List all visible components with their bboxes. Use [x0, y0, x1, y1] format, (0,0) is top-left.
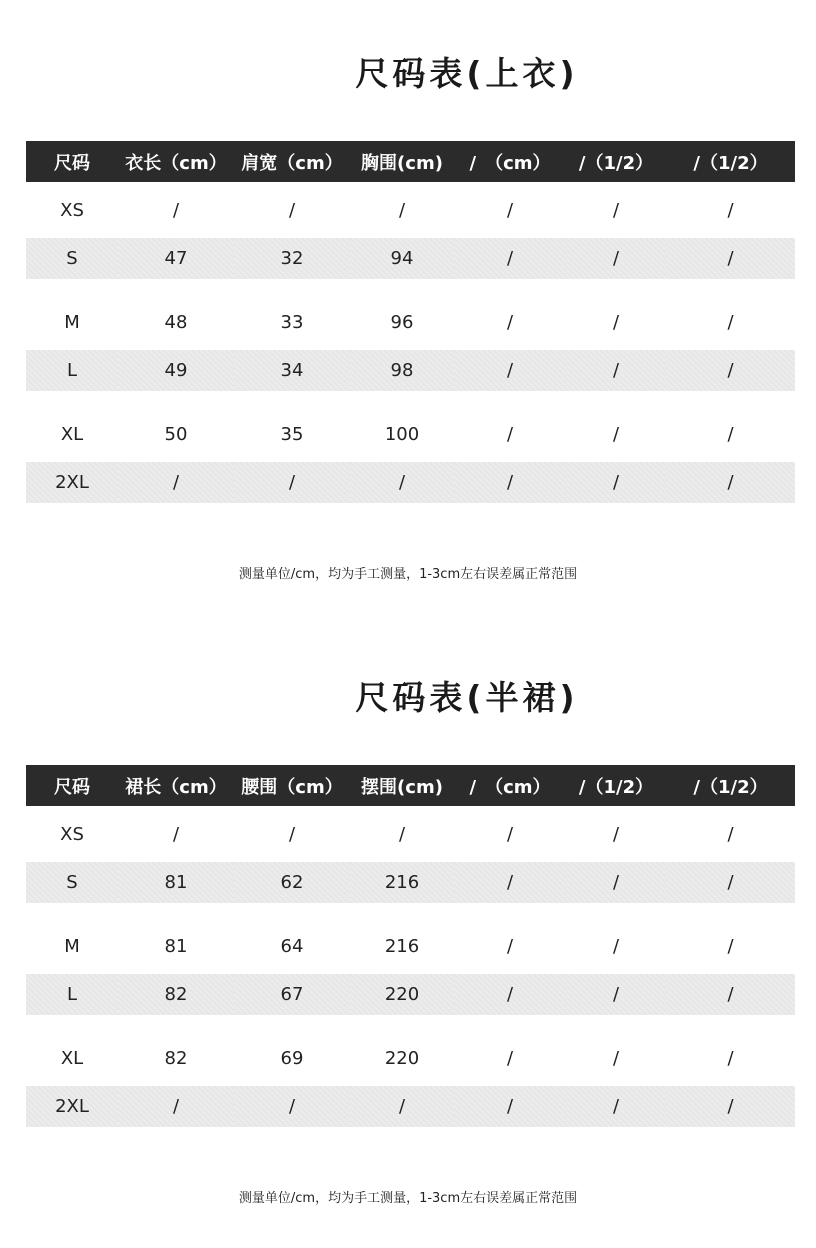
table-cell: 50	[164, 423, 188, 445]
table-cell: /	[506, 935, 514, 957]
table-cell: /	[454, 974, 566, 1015]
table-row	[26, 806, 795, 862]
row-spacer	[26, 391, 795, 406]
table-cell: M	[64, 935, 80, 957]
table-cell: 216	[350, 862, 454, 903]
table-cell: /	[666, 350, 795, 391]
table-cell: /	[172, 823, 180, 845]
table-cell: /	[666, 862, 795, 903]
table-cell: /	[454, 350, 566, 391]
table-cell: /	[612, 199, 620, 221]
table-cell: XL	[60, 1047, 84, 1069]
table-cell: /	[350, 462, 454, 503]
table-cell: /	[727, 423, 734, 445]
table-cell: /	[234, 462, 350, 503]
tops-header-cell: 肩宽（cm）	[234, 141, 350, 182]
table-cell: /	[727, 935, 734, 957]
table-cell: /	[612, 423, 620, 445]
table-cell: XS	[60, 823, 84, 845]
table-cell: 35	[280, 423, 304, 445]
table-cell: 49	[118, 350, 234, 391]
table-cell: /	[566, 1086, 666, 1127]
tops-size-table	[26, 141, 795, 503]
skirt-header-cell: /（1/2）	[566, 765, 666, 806]
table-cell: 69	[280, 1047, 304, 1069]
table-cell: /	[566, 462, 666, 503]
table-row	[26, 294, 795, 350]
table-cell: /	[288, 199, 296, 221]
table-cell: 33	[280, 311, 304, 333]
table-cell: /	[666, 974, 795, 1015]
table-cell: 82	[118, 974, 234, 1015]
table-cell: /	[506, 311, 514, 333]
table-cell: 81	[118, 862, 234, 903]
table-row	[26, 1086, 795, 1127]
skirt-measurement-note: 测量单位/cm，均为手工测量，1-3cm左右误差属正常范围	[238, 1191, 578, 1206]
table-cell: /	[566, 238, 666, 279]
table-cell: 100	[384, 423, 420, 445]
skirt-header-cell: 摆围(cm)	[350, 765, 454, 806]
table-cell: /	[118, 1086, 234, 1127]
tops-measurement-note: 测量单位/cm，均为手工测量，1-3cm左右误差属正常范围	[238, 567, 578, 582]
tops-header-cell: 衣长（cm）	[118, 141, 234, 182]
table-cell: /	[566, 974, 666, 1015]
table-cell: 94	[350, 238, 454, 279]
table-cell: 34	[234, 350, 350, 391]
table-row	[26, 1030, 795, 1086]
tops-header-cell: 胸围(cm)	[350, 141, 454, 182]
table-cell: S	[26, 238, 118, 279]
table-cell: /	[566, 350, 666, 391]
skirt-header-cell: / （cm）	[454, 765, 566, 806]
table-cell: 81	[164, 935, 188, 957]
tops-header-cell: /（1/2）	[666, 141, 795, 182]
table-cell: /	[566, 862, 666, 903]
spacer-cell	[26, 391, 795, 406]
table-cell: /	[454, 462, 566, 503]
table-cell: 67	[234, 974, 350, 1015]
table-cell: 62	[234, 862, 350, 903]
spacer-cell	[26, 903, 795, 918]
table-cell: /	[612, 311, 620, 333]
table-cell: /	[666, 462, 795, 503]
table-cell: XS	[60, 199, 84, 221]
table-cell: /	[454, 862, 566, 903]
table-cell: /	[612, 1047, 620, 1069]
table-cell: 2XL	[26, 1086, 118, 1127]
row-spacer	[26, 279, 795, 294]
table-cell: S	[26, 862, 118, 903]
table-cell: 2XL	[26, 462, 118, 503]
table-row	[26, 350, 795, 391]
tops-header-cell: 尺码	[26, 141, 118, 182]
table-cell: /	[506, 823, 514, 845]
table-row	[26, 862, 795, 903]
table-cell: /	[172, 199, 180, 221]
skirt-header-row	[26, 765, 795, 806]
table-cell: 220	[384, 1047, 420, 1069]
table-row	[26, 462, 795, 503]
tops-header-cell: / （cm）	[454, 141, 566, 182]
table-cell: /	[666, 1086, 795, 1127]
spacer-cell	[26, 279, 795, 294]
tops-header-row	[26, 141, 795, 182]
table-cell: /	[727, 823, 734, 845]
table-row	[26, 918, 795, 974]
table-cell: /	[454, 238, 566, 279]
table-cell: /	[727, 1047, 734, 1069]
table-cell: /	[454, 1086, 566, 1127]
table-row	[26, 238, 795, 279]
skirt-size-title: 尺码表(半裙)	[355, 678, 579, 717]
spacer-cell	[26, 1015, 795, 1030]
table-row	[26, 406, 795, 462]
table-cell: /	[506, 1047, 514, 1069]
row-spacer	[26, 1015, 795, 1030]
table-cell: /	[612, 823, 620, 845]
table-cell: 47	[118, 238, 234, 279]
table-cell: XL	[60, 423, 84, 445]
table-row	[26, 974, 795, 1015]
table-cell: L	[26, 974, 118, 1015]
skirt-header-cell: 裙长（cm）	[118, 765, 234, 806]
row-spacer	[26, 903, 795, 918]
table-cell: 98	[350, 350, 454, 391]
table-cell: /	[398, 199, 406, 221]
skirt-header-cell: /（1/2）	[666, 765, 795, 806]
table-cell: 48	[164, 311, 188, 333]
tops-size-title: 尺码表(上衣)	[355, 54, 579, 93]
skirt-header-cell: 尺码	[26, 765, 118, 806]
table-cell: 64	[280, 935, 304, 957]
table-cell: /	[612, 935, 620, 957]
table-cell: /	[398, 823, 406, 845]
skirt-header-cell: 腰围（cm）	[234, 765, 350, 806]
table-cell: /	[288, 823, 296, 845]
table-cell: /	[506, 423, 514, 445]
table-cell: /	[727, 311, 734, 333]
tops-header-cell: /（1/2）	[566, 141, 666, 182]
table-cell: L	[26, 350, 118, 391]
table-row	[26, 182, 795, 238]
skirt-size-table	[26, 765, 795, 1127]
table-cell: /	[506, 199, 514, 221]
table-cell: 96	[390, 311, 414, 333]
table-cell: /	[727, 199, 734, 221]
table-cell: /	[234, 1086, 350, 1127]
table-cell: M	[64, 311, 80, 333]
table-cell: /	[118, 462, 234, 503]
table-cell: 82	[164, 1047, 188, 1069]
table-cell: /	[350, 1086, 454, 1127]
table-cell: 216	[384, 935, 420, 957]
table-cell: 32	[234, 238, 350, 279]
table-cell: 220	[350, 974, 454, 1015]
table-cell: /	[666, 238, 795, 279]
